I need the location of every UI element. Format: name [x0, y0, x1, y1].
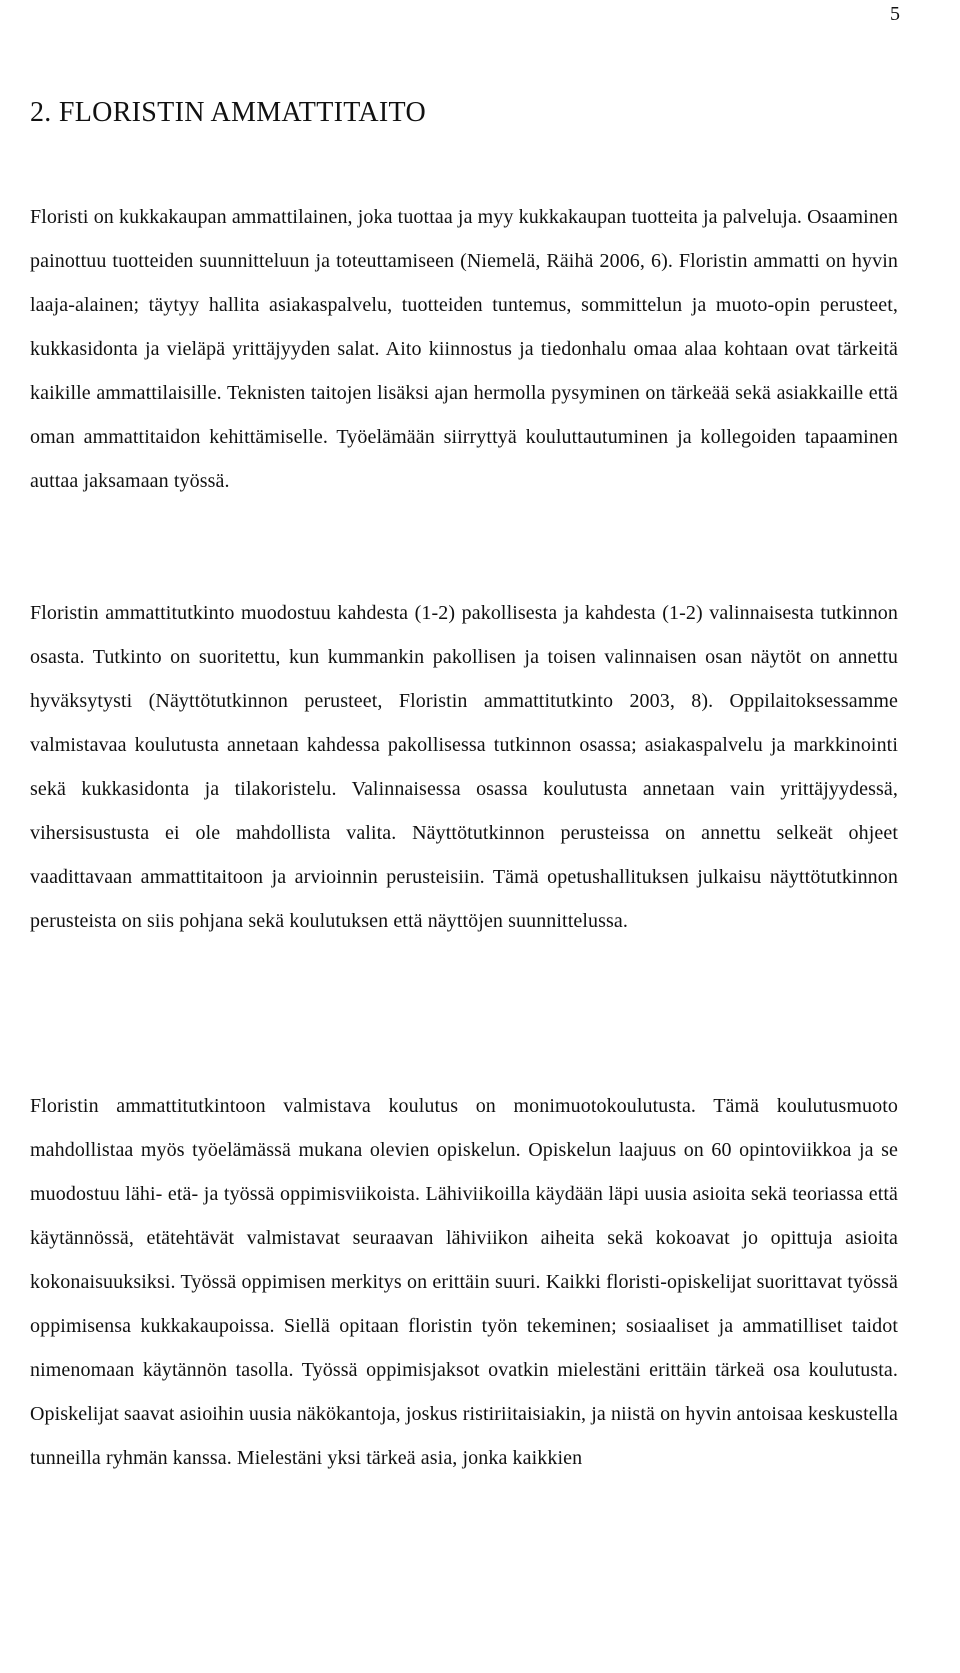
paragraph-2: Floristin ammattitutkinto muodostuu kahdesta (1-2) pakollisesta ja kahdesta (1-2) valinnaisesta tutkinnon osasta. Tutkinto on suoritettu, kun kummankin pakollisen ja toisen valinnaisen osan näytöt on annettu hyväksytysti (Näyttötutkinnon perusteet, Floristin ammattitutkinto 2003, 8). Oppilaitoksessamme valmistavaa koulutusta annetaan kahdessa pakollisessa tutkinnon osassa; asiakaspalvelu ja markkinointi sekä kukkasidonta ja tilakoristelu. Valinnaisessa osassa koulutusta annetaan vain yrittäjyydessä, vihersisustusta ei ole mahdollista valita. Näyttötutkinnon perusteissa on annettu selkeät ohjeet vaadittavaan ammattitaitoon ja arvioinnin perusteisiin. Tämä opetushallituksen julkaisu näyttötutkinnon perusteista on siis pohjana sekä koulutuksen että näyttöjen suunnittelussa. — [30, 602, 898, 932]
section-heading: 2. FLORISTIN AMMATTITAITO — [30, 97, 426, 128]
page-number: 5 — [890, 3, 900, 25]
paragraph-1: Floristi on kukkakaupan ammattilainen, joka tuottaa ja myy kukkakaupan tuotteita ja palveluja. Osaaminen painottuu tuotteiden suunnitteluun ja toteuttamiseen (Niemelä, Räihä 2006, 6). Floristin ammatti on hyvin laaja-alainen; täytyy hallita asiakaspalvelu, tuotteiden tuntemus, sommittelun ja muoto-opin perusteet, kukkasidonta ja vieläpä yrittäjyyden salat. Aito kiinnostus ja tiedonhalu omaa alaa kohtaan ovat tärkeitä kaikille ammattilaisille. Teknisten taitojen lisäksi ajan hermolla pysyminen on tärkeää sekä asiakkaille että oman ammattitaidon kehittämiselle. Työelämään siirryttyä kouluttautuminen ja kollegoiden tapaaminen auttaa jaksamaan työssä. — [30, 206, 898, 492]
paragraph-3: Floristin ammattitutkintoon valmistava koulutus on monimuotokoulutusta. Tämä koulutusmuoto mahdollistaa myös työelämässä mukana olevien opiskelun. Opiskelun laajuus on 60 opintoviikkoa ja se muodostuu lähi- etä- ja työssä oppimisviikoista. Lähiviikoilla käydään läpi uusia asioita sekä teoriassa että käytännössä, etätehtävät valmistavat seuraavan lähiviikon aiheita sekä kokoavat jo opittuja asioita kokonaisuuksiksi. Työssä oppimisen merkitys on erittäin suuri. Kaikki floristi-opiskelijat suorittavat työssä oppimisensa kukkakaupoissa. Siellä opitaan floristin työn tekeminen; sosiaaliset ja ammatilliset taidot nimenomaan käytännön tasolla. Työssä oppimisjaksot ovatkin mielestäni erittäin tärkeä osa koulutusta. Opiskelijat saavat asioihin uusia näkökantoja, joskus ristiriitaisiakin, ja niistä on hyvin antoisaa keskustella tunneilla ryhmän kanssa. Mielestäni yksi tärkeä asia, jonka kaikkien — [30, 1095, 898, 1469]
